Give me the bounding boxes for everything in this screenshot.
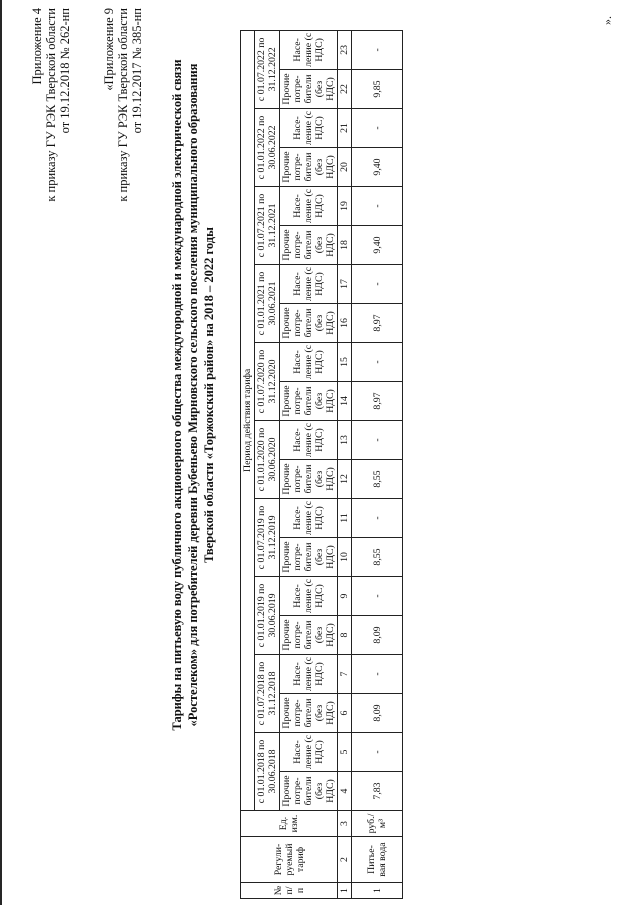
tariff-table	[240, 30, 403, 899]
row-num: 1	[352, 883, 403, 899]
tariff-value: 8,09	[352, 616, 403, 655]
subheader-other-consumers: Прочие потре- бители (без НДС)	[280, 460, 338, 499]
tariff-value: -	[352, 109, 403, 148]
tariff-value: 8,55	[352, 538, 403, 577]
subheader-population: Насе- ление (с НДС)	[280, 265, 338, 304]
column-number: 14	[338, 382, 352, 421]
column-number: 13	[338, 421, 352, 460]
tariff-value: -	[352, 343, 403, 382]
document-title-line-2: «Ростелеком» для потребителей деревни Бубеньево Мирновского сельского поселения муниципального образования	[186, 63, 200, 727]
table-header-row-1	[241, 30, 255, 898]
appendix-title: Приложение 4	[30, 8, 44, 85]
subheader-population: Насе- ление (с НДС)	[280, 577, 338, 616]
subheader-other-consumers: Прочие потре- бители (без НДС)	[280, 226, 338, 265]
period-header: с 01.07.2019 по 31.12.2019	[255, 499, 280, 577]
column-number: 22	[338, 70, 352, 109]
header-num: № п/п	[241, 883, 338, 899]
appendix-date: от 19.12.2018 № 262-нп	[58, 8, 72, 134]
appendix-title: «Приложение 9	[102, 8, 116, 91]
column-number: 1	[338, 883, 352, 899]
subheader-population: Насе- ление (с НДС)	[280, 187, 338, 226]
period-header: с 01.07.2021 по 31.12.2021	[255, 187, 280, 265]
column-number: 23	[338, 30, 352, 69]
period-header: с 01.07.2022 по 31.12.2022	[255, 30, 280, 108]
tariff-value: 9,85	[352, 70, 403, 109]
column-number: 10	[338, 538, 352, 577]
subheader-other-consumers: Прочие потре- бители (без НДС)	[280, 382, 338, 421]
column-number-row	[338, 30, 352, 898]
column-number: 16	[338, 304, 352, 343]
subheader-other-consumers: Прочие потре- бители (без НДС)	[280, 616, 338, 655]
column-number: 3	[338, 811, 352, 837]
column-number: 4	[338, 772, 352, 811]
subheader-other-consumers: Прочие потре- бители (без НДС)	[280, 538, 338, 577]
subheader-population: Насе- ление (с НДС)	[280, 109, 338, 148]
tariff-value: 7,83	[352, 772, 403, 811]
tariff-value: -	[352, 655, 403, 694]
subheader-population: Насе- ление (с НДС)	[280, 30, 338, 69]
subheader-other-consumers: Прочие потре- бители (без НДС)	[280, 772, 338, 811]
appendix-date: от 19.12.2017 № 385-нп	[130, 8, 144, 134]
column-number: 18	[338, 226, 352, 265]
closing-mark: ».	[600, 16, 614, 25]
tariff-value: -	[352, 30, 403, 69]
tariff-value: -	[352, 187, 403, 226]
period-header: с 01.01.2019 по 30.06.2019	[255, 577, 280, 655]
subheader-other-consumers: Прочие потре- бители (без НДС)	[280, 694, 338, 733]
tariff-value: -	[352, 265, 403, 304]
period-header: с 01.07.2020 по 31.12.2020	[255, 343, 280, 421]
header-period: Период действия тарифа	[241, 30, 255, 810]
table-row	[352, 30, 403, 898]
column-number: 20	[338, 148, 352, 187]
column-number: 19	[338, 187, 352, 226]
document-title-line-3: Тверской области «Торжокский район» на 2018 – 2022 годы	[202, 227, 216, 563]
tariff-value: -	[352, 421, 403, 460]
tariff-value: 8,97	[352, 382, 403, 421]
row-tariff: Питье- вая вода	[352, 837, 403, 883]
column-number: 8	[338, 616, 352, 655]
tariff-value: 9,40	[352, 226, 403, 265]
tariff-value: -	[352, 499, 403, 538]
tariff-value: 8,97	[352, 304, 403, 343]
subheader-population: Насе- ление (с НДС)	[280, 343, 338, 382]
table-header-row-2	[255, 30, 280, 898]
appendix-note-9	[102, 8, 144, 202]
period-header: с 01.01.2021 по 30.06.2021	[255, 265, 280, 343]
header-tariff: Регули- руемый тариф	[241, 837, 338, 883]
column-number: 2	[338, 837, 352, 883]
appendix-note-4	[30, 8, 72, 202]
row-unit: руб./м³	[352, 811, 403, 837]
tariff-value: 8,55	[352, 460, 403, 499]
subheader-population: Насе- ление (с НДС)	[280, 733, 338, 772]
header-unit: Ед. изм.	[241, 811, 338, 837]
column-number: 6	[338, 694, 352, 733]
appendix-order: к приказу ГУ РЭК Тверской области	[116, 8, 130, 202]
document-title-line-1: Тарифы на питьевую воду публичного акционерного общества междугородной и международной электрической связи	[170, 59, 184, 731]
period-header: с 01.07.2018 по 31.12.2018	[255, 655, 280, 733]
table-header-row-3	[280, 30, 338, 898]
tariff-value: -	[352, 733, 403, 772]
period-header: с 01.01.2018 по 30.06.2018	[255, 733, 280, 811]
appendix-order: к приказу ГУ РЭК Тверской области	[44, 8, 58, 202]
column-number: 21	[338, 109, 352, 148]
subheader-other-consumers: Прочие потре- бители (без НДС)	[280, 148, 338, 187]
column-number: 12	[338, 460, 352, 499]
tariff-value: 9,40	[352, 148, 403, 187]
period-header: с 01.01.2020 по 30.06.2020	[255, 421, 280, 499]
tariff-value: 8,09	[352, 694, 403, 733]
column-number: 11	[338, 499, 352, 538]
column-number: 5	[338, 733, 352, 772]
subheader-population: Насе- ление (с НДС)	[280, 499, 338, 538]
subheader-population: Насе- ление (с НДС)	[280, 421, 338, 460]
column-number: 17	[338, 265, 352, 304]
scan-edge	[0, 0, 2, 905]
subheader-other-consumers: Прочие потре- бители (без НДС)	[280, 70, 338, 109]
subheader-population: Насе- ление (с НДС)	[280, 655, 338, 694]
tariff-value: -	[352, 577, 403, 616]
column-number: 15	[338, 343, 352, 382]
column-number: 7	[338, 655, 352, 694]
subheader-other-consumers: Прочие потре- бители (без НДС)	[280, 304, 338, 343]
column-number: 9	[338, 577, 352, 616]
period-header: с 01.01.2022 по 30.06.2022	[255, 109, 280, 187]
